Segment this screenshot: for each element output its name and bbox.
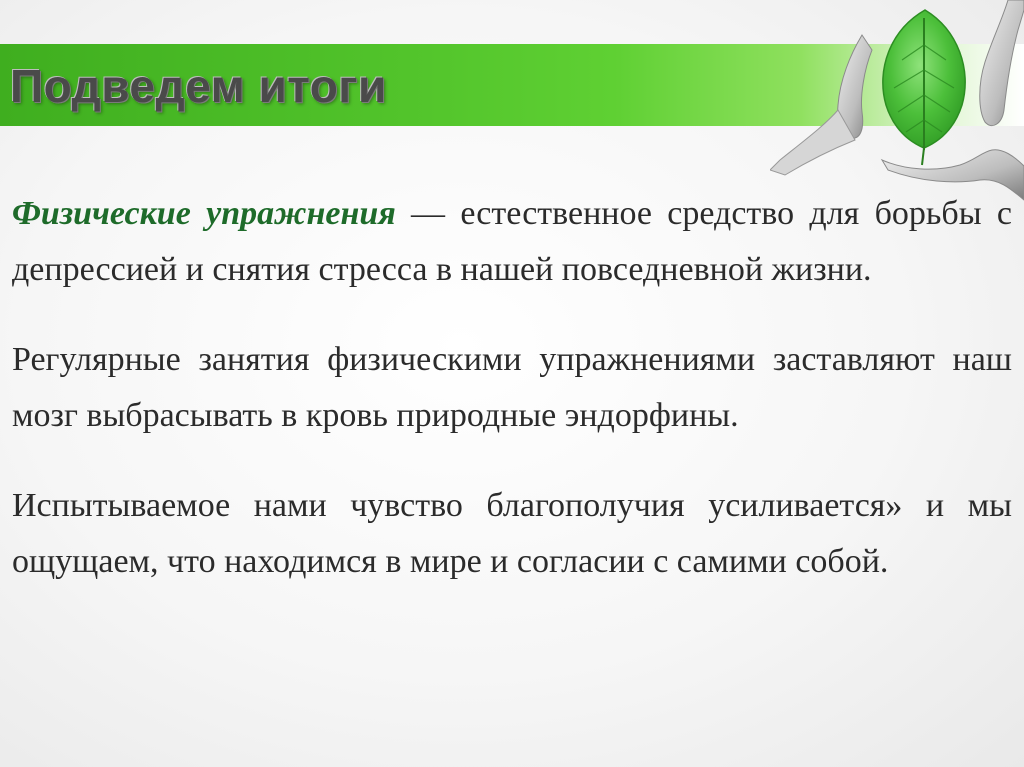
paragraph-text: — естественное средство для борьбы с депрессией и снятия стресса в нашей повседневной жизни. xyxy=(12,195,1012,288)
emphasis-text: Физические упражнения xyxy=(12,195,396,232)
paragraph-1 xyxy=(12,186,1012,298)
paragraph-text: Испытываемое нами чувство благополучия усиливается» и мы ощущаем, что находимся в мире и согласии с самими собой. xyxy=(12,487,1012,580)
paragraph-2 xyxy=(12,332,1012,444)
slide-title: Подведем итоги xyxy=(10,60,387,112)
slide-content xyxy=(12,186,1012,624)
hands-holding-leaf-icon xyxy=(770,0,1024,215)
paragraph-text: Регулярные занятия физическими упражнениями заставляют наш мозг выбрасывать в кровь природные эндорфины. xyxy=(12,341,1012,434)
paragraph-3 xyxy=(12,478,1012,590)
